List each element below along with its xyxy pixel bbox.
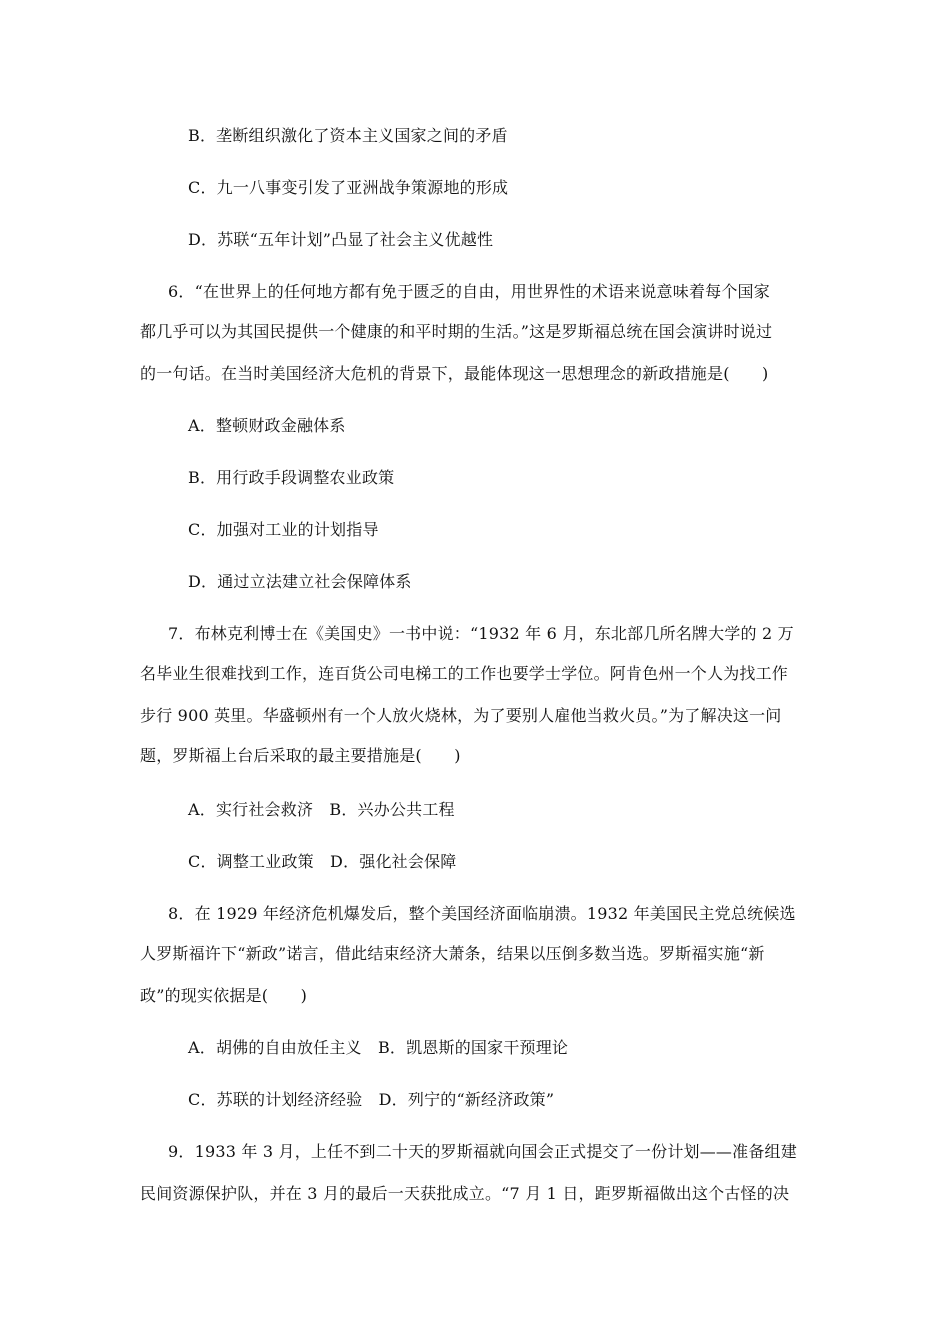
q6-option-c: C．加强对工业的计划指导: [188, 520, 379, 539]
q5-option-b: B．垄断组织激化了资本主义国家之间的矛盾: [188, 126, 508, 145]
q6-option-d: D．通过立法建立社会保障体系: [188, 572, 412, 591]
q6-option-b: B．用行政手段调整农业政策: [188, 468, 395, 487]
q9-stem-line-1: 9．1933 年 3 月，上任不到二十天的罗斯福就向国会正式提交了一份计划——准备组建: [168, 1142, 797, 1161]
q8-options-ab: A．胡佛的自由放任主义 B．凯恩斯的国家干预理论: [188, 1038, 569, 1057]
q8-stem-line-2: 人罗斯福许下“新政”诺言，借此结束经济大萧条，结果以压倒多数当选。罗斯福实施“新: [140, 944, 765, 963]
q8-stem-line-1: 8．在 1929 年经济危机爆发后，整个美国经济面临崩溃。1932 年美国民主党总统候选: [168, 904, 796, 923]
q8-options-cd: C．苏联的计划经济经验 D．列宁的“新经济政策”: [188, 1090, 555, 1109]
q6-stem-line-3: 的一句话。在当时美国经济大危机的背景下，最能体现这一思想理念的新政措施是( ): [140, 364, 769, 383]
q7-stem-line-2: 名毕业生很难找到工作，连百货公司电梯工的工作也要学士学位。阿肯色州一个人为找工作: [140, 664, 789, 683]
q7-stem-line-3: 步行 900 英里。华盛顿州有一个人放火烧林，为了要别人雇他当救火员。”为了解决这一问: [140, 706, 782, 725]
q7-options-ab: A．实行社会救济 B．兴办公共工程: [188, 800, 455, 819]
q7-stem-line-1: 7．布林克利博士在《美国史》一书中说：“1932 年 6 月，东北部几所名牌大学的 2 万: [168, 624, 794, 643]
q5-option-c: C．九一八事变引发了亚洲战争策源地的形成: [188, 178, 509, 197]
q5-option-d: D．苏联“五年计划”凸显了社会主义优越性: [188, 230, 494, 249]
q9-stem-line-2: 民间资源保护队，并在 3 月的最后一天获批成立。“7 月 1 日，距罗斯福做出这个古怪的决: [140, 1184, 790, 1203]
q8-stem-line-3: 政”的现实依据是( ): [140, 986, 308, 1005]
q6-stem-line-2: 都几乎可以为其国民提供一个健康的和平时期的生活。”这是罗斯福总统在国会演讲时说过: [140, 322, 773, 341]
q6-stem-line-1: 6．“在世界上的任何地方都有免于匮乏的自由，用世界性的术语来说意味着每个国家: [168, 282, 770, 301]
q6-option-a: A．整顿财政金融体系: [188, 416, 346, 435]
q7-options-cd: C．调整工业政策 D．强化社会保障: [188, 852, 457, 871]
q7-stem-line-4: 题，罗斯福上台后采取的最主要措施是( ): [140, 746, 461, 765]
